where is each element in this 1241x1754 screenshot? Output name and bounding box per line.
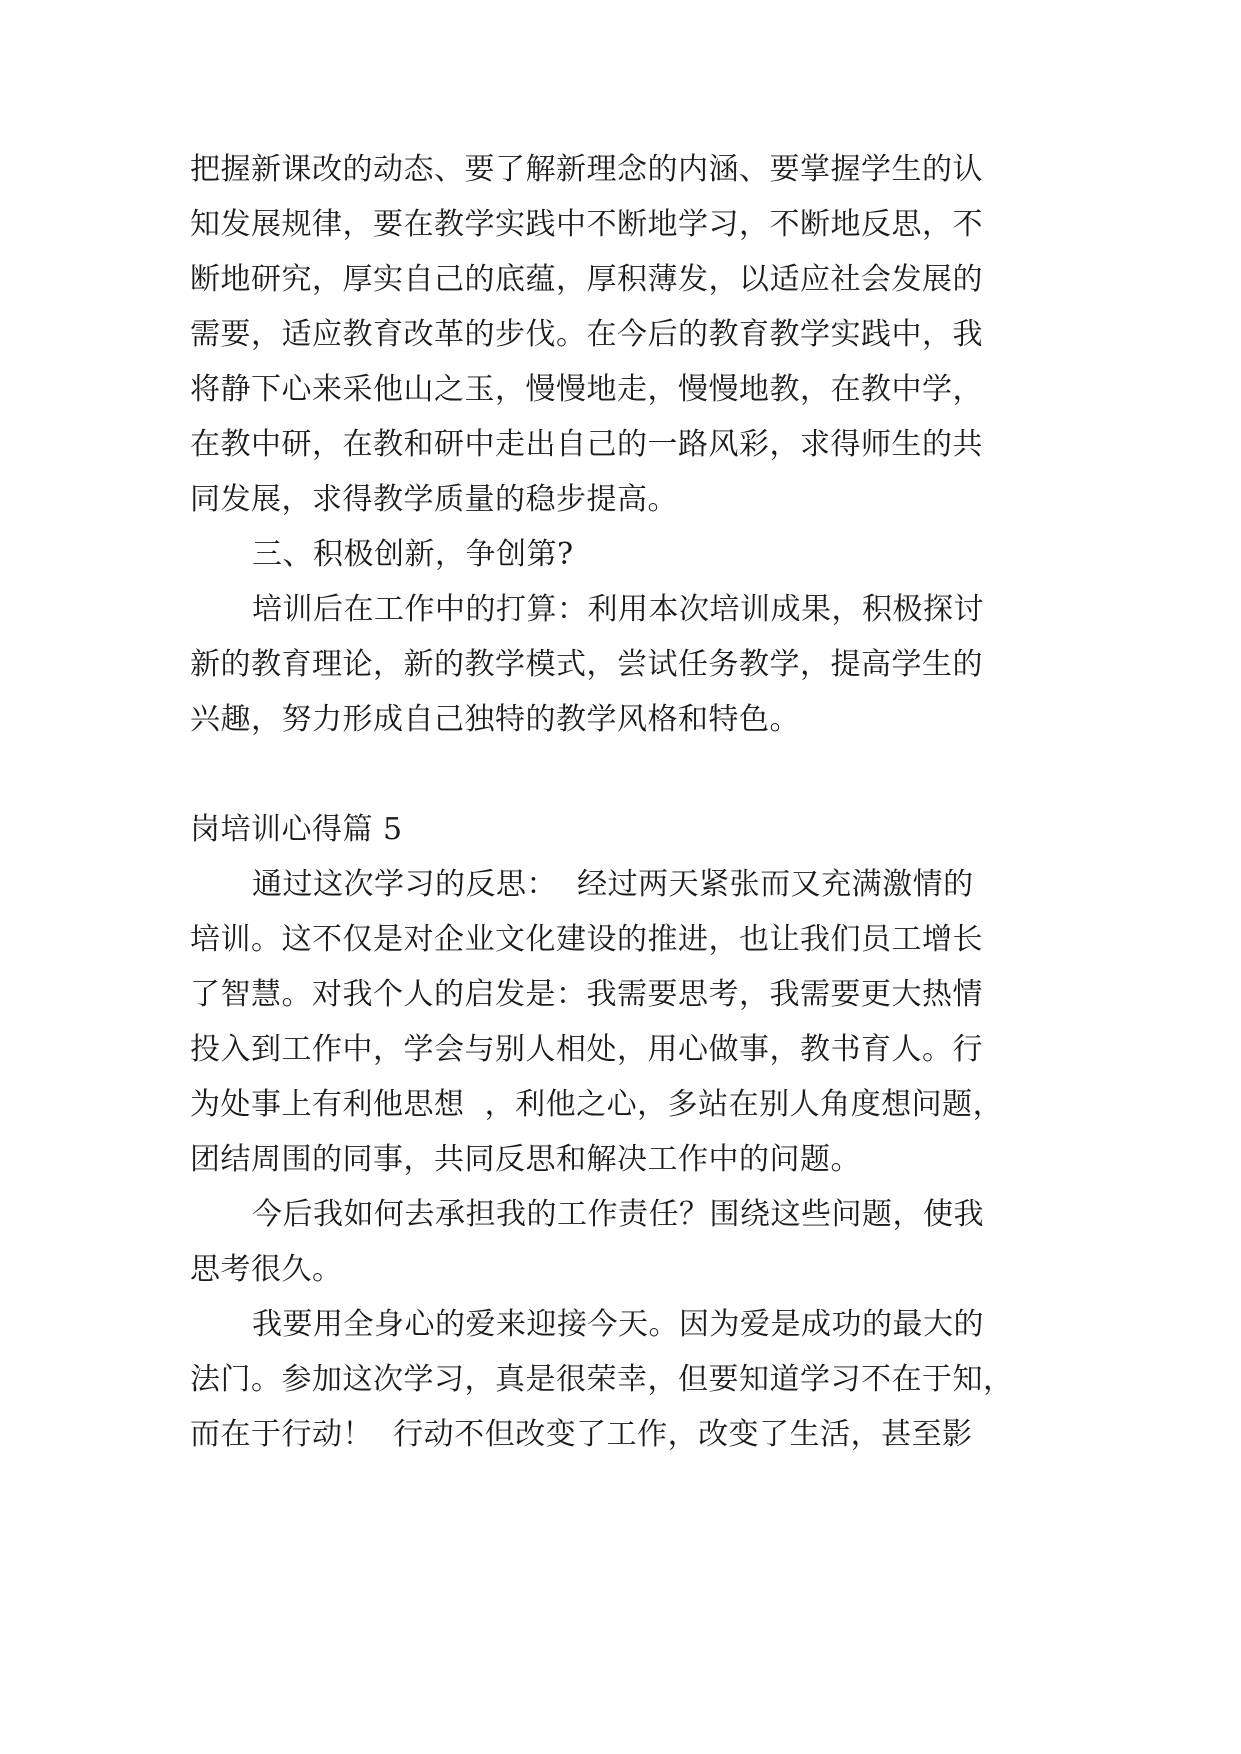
paragraph-1-line-6: 在教中研，在教和研中走出自己的一路风彩，求得师生的共 xyxy=(190,427,983,462)
paragraph-3-line-4: 投入到工作中，学会与别人相处，用心做事，教书育人。行 xyxy=(190,1032,983,1067)
paragraph-2-line-2: 新的教育理论，新的教学模式，尝试任务教学，提高学生的 xyxy=(190,647,983,682)
paragraph-1-line-7: 同发展，求得教学质量的稳步提高。 xyxy=(190,482,678,517)
paragraph-4-line-2: 思考很久。 xyxy=(190,1252,343,1287)
paragraph-3-line-2: 培训。这不仅是对企业文化建设的推进，也让我们员工增长 xyxy=(190,922,983,957)
paragraph-1-line-1: 把握新课改的动态、要了解新理念的内涵、要掌握学生的认 xyxy=(190,152,983,187)
paragraph-2-line-3: 兴趣，努力形成自己独特的教学风格和特色。 xyxy=(190,702,800,737)
paragraph-1-line-3: 断地研究，厚实自己的底蕴，厚积薄发，以适应社会发展的 xyxy=(190,262,983,297)
paragraph-3-line-5: 为处事上有利他思想 ，利他之心，多站在别人角度想问题， xyxy=(190,1087,1004,1122)
section-3-heading: 三、积极创新，争创第? xyxy=(252,537,574,572)
paragraph-5-line-2: 法门。参加这次学习，真是很荣幸，但要知道学习不在于知， xyxy=(190,1362,1014,1397)
paragraph-1-line-2: 知发展规律，要在教学实践中不断地学习，不断地反思，不 xyxy=(190,207,983,242)
paragraph-3-line-1: 通过这次学习的反思： 经过两天紧张而又充满激情的 xyxy=(252,867,974,902)
paragraph-3-line-6: 团结周围的同事，共同反思和解决工作中的问题。 xyxy=(190,1142,861,1177)
paragraph-1-line-5: 将静下心来采他山之玉，慢慢地走，慢慢地教，在教中学， xyxy=(190,372,983,407)
chapter-title: 岗培训心得篇 5 xyxy=(190,812,403,847)
paragraph-2-line-1: 培训后在工作中的打算：利用本次培训成果，积极探讨 xyxy=(252,592,984,627)
paragraph-3-line-3: 了智慧。对我个人的启发是：我需要思考，我需要更大热情 xyxy=(190,977,983,1012)
paragraph-1-line-4: 需要，适应教育改革的步伐。在今后的教育教学实践中，我 xyxy=(190,317,983,352)
paragraph-4-line-1: 今后我如何去承担我的工作责任？围绕这些问题，使我 xyxy=(252,1197,984,1232)
paragraph-5-line-1: 我要用全身心的爱来迎接今天。因为爱是成功的最大的 xyxy=(252,1307,984,1342)
paragraph-5-line-3: 而在于行动！ 行动不但改变了工作，改变了生活，甚至影 xyxy=(190,1417,973,1452)
